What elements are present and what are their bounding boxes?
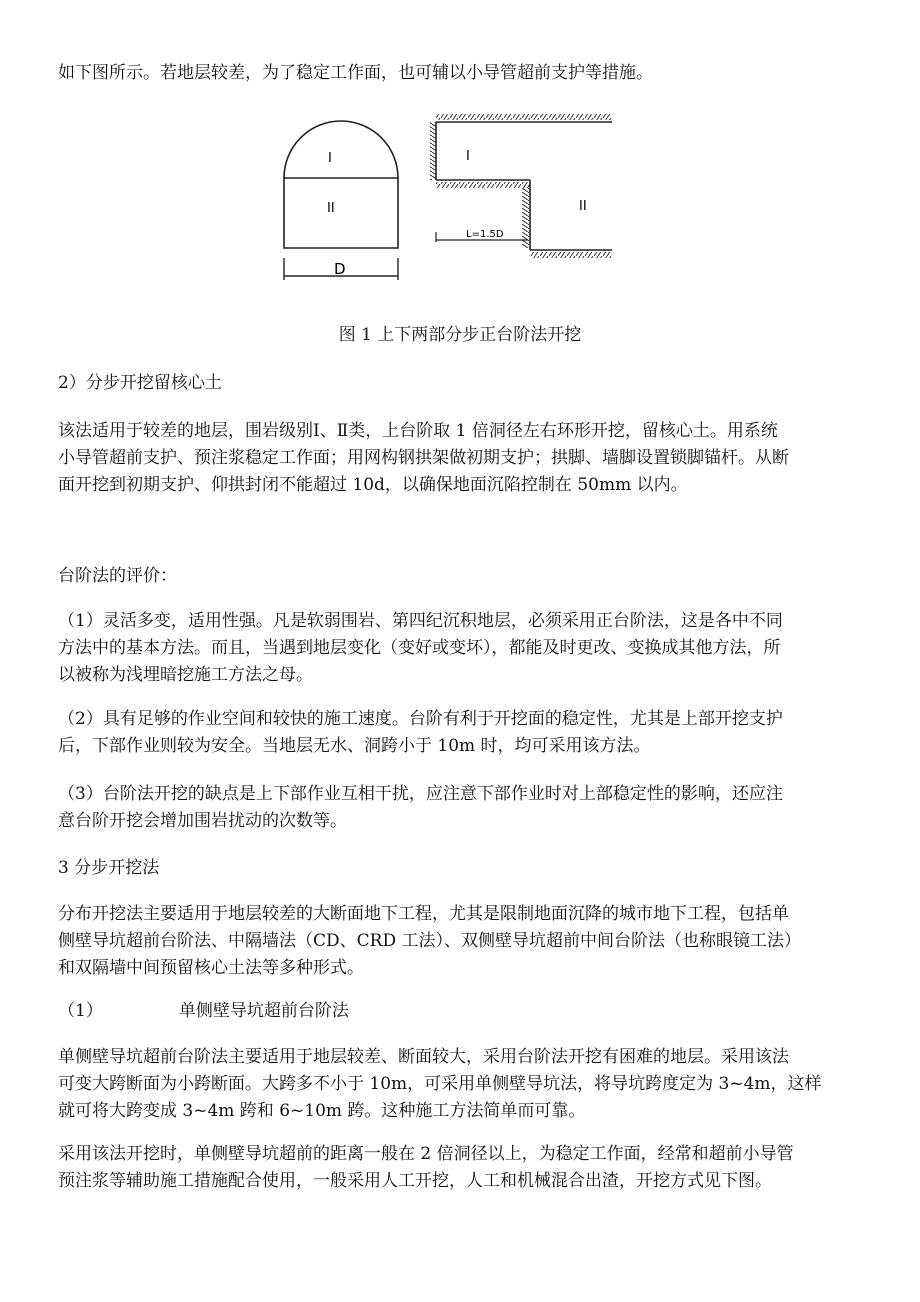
evaluation-point-2: （2）具有足够的作业空间和较快的施工速度。台阶有利于开挖面的稳定性，尤其是上部开挖支护 后，下部作业则较为安全。当地层无水、洞跨小于 10m 时，均可采用该方法。 [58, 709, 783, 756]
hatch-bench [436, 182, 530, 188]
hatch-top [436, 114, 612, 120]
hatch-left [430, 122, 436, 180]
label-lower-ii: II [327, 201, 335, 216]
section-3-body: 分布开挖法主要适用于地层较差的大断面地下工程，尤其是限制地面沉降的城市地下工程，包括单 侧壁导坑超前台阶法、中隔墙法（CD、CRD 工法）、双侧壁导坑超前中间台阶法（也称眼镜工法） 和双隔墙中间预留核心土法等多种形式。 [58, 904, 801, 978]
subsection-title: 单侧壁导坑超前台阶法 [178, 1001, 349, 1021]
hatch-step [522, 188, 529, 248]
dimension-label-d: D [334, 260, 346, 278]
figure-caption: 图 1 上下两部分步正台阶法开挖 [338, 325, 582, 345]
hatch-bottom [530, 252, 612, 258]
intro-paragraph: 如下图所示。若地层较差，为了稳定工作面，也可辅以小导管超前支护等措施。 [58, 63, 653, 83]
evaluation-point-3: （3）台阶法开挖的缺点是上下部作业互相干扰，应注意下部作业时对上部稳定性的影响，还应注 意台阶开挖会增加围岩扰动的次数等。 [58, 784, 783, 831]
section-2-heading: 2）分步开挖留核心土 [58, 373, 222, 393]
label-upper-i: I [328, 151, 332, 166]
subsection-1-heading [58, 998, 858, 1025]
label-lower-ii-right: II [579, 199, 587, 214]
section-3-heading: 3 分步开挖法 [58, 858, 160, 878]
figure-bench-excavation [270, 100, 650, 290]
tunnel-outline [284, 121, 398, 248]
evaluation-point-1: （1）灵活多变，适用性强。凡是软弱围岩、第四纪沉积地层，必须采用正台阶法，这是各中不同 方法中的基本方法。而且，当遇到地层变化（变好或变坏），都能及时更改、变换成其他方法，所 以被称为浅埋暗挖施工方法之母。 [58, 611, 783, 685]
length-label: L=1.5D [466, 229, 504, 240]
section-2-body: 该法适用于较差的地层，围岩级别Ⅰ、Ⅱ类，上台阶取 1 倍洞径左右环形开挖，留核心土。用系统 小导管超前支护、预注浆稳定工作面；用网构钢拱架做初期支护；拱脚、墙脚设置锁脚锚杆。从断 面开挖到初期支护、仰拱封闭不能超过 10d，以确保地面沉陷控制在 50mm 以内。 [58, 421, 789, 495]
subsection-1-paragraph-1: 单侧壁导坑超前台阶法主要适用于地层较差、断面较大，采用台阶法开挖有困难的地层。采用该法 可变大跨断面为小跨断面。大跨多不小于 10m，可采用单侧壁导坑法，将导坑跨度定为 3~4m，这样 就可将大跨变成 3~4m 跨和 6~10m 跨。这种施工方法简单而可靠。 [58, 1047, 822, 1121]
right-section-diagram [430, 114, 612, 258]
left-tunnel-diagram [284, 121, 398, 280]
subsection-1-paragraph-2: 采用该法开挖时，单侧壁导坑超前的距离一般在 2 倍洞径以上，为稳定工作面，经常和超前小导管 预注浆等辅助施工措施配合使用，一般采用人工开挖，人工和机械混合出渣，开挖方式见下图。 [58, 1144, 794, 1191]
evaluation-heading: 台阶法的评价： [58, 566, 177, 586]
subsection-number: （1） [58, 1001, 103, 1021]
label-upper-i-right: I [466, 149, 470, 164]
